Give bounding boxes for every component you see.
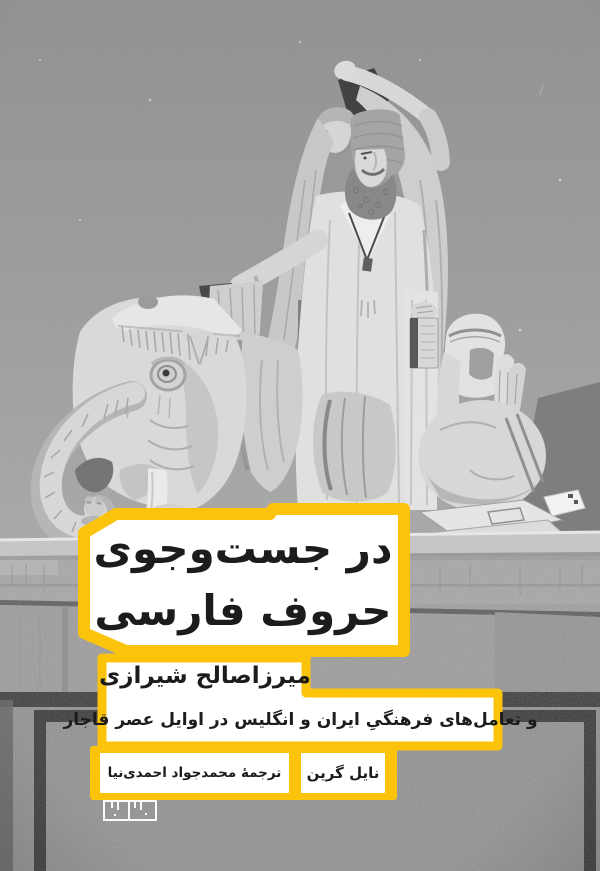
title-line-2: حروف فارسی: [94, 586, 392, 635]
tagline: و تعامل‌های فرهنگیِ ایران و انگلیس در اوایل عصر قاجار: [63, 709, 538, 730]
publisher-logo-icon: [103, 800, 157, 821]
logo-divider: [128, 802, 130, 819]
author-name: نایل گرین: [306, 764, 380, 782]
title-line-1: در جست‌وجوی: [93, 524, 393, 573]
translator-name: ترجمهٔ محمدجواد احمدی‌نیا: [107, 765, 282, 781]
book-title: [82, 512, 404, 648]
subtitle: میرزاصالح شیرازی: [99, 662, 311, 689]
